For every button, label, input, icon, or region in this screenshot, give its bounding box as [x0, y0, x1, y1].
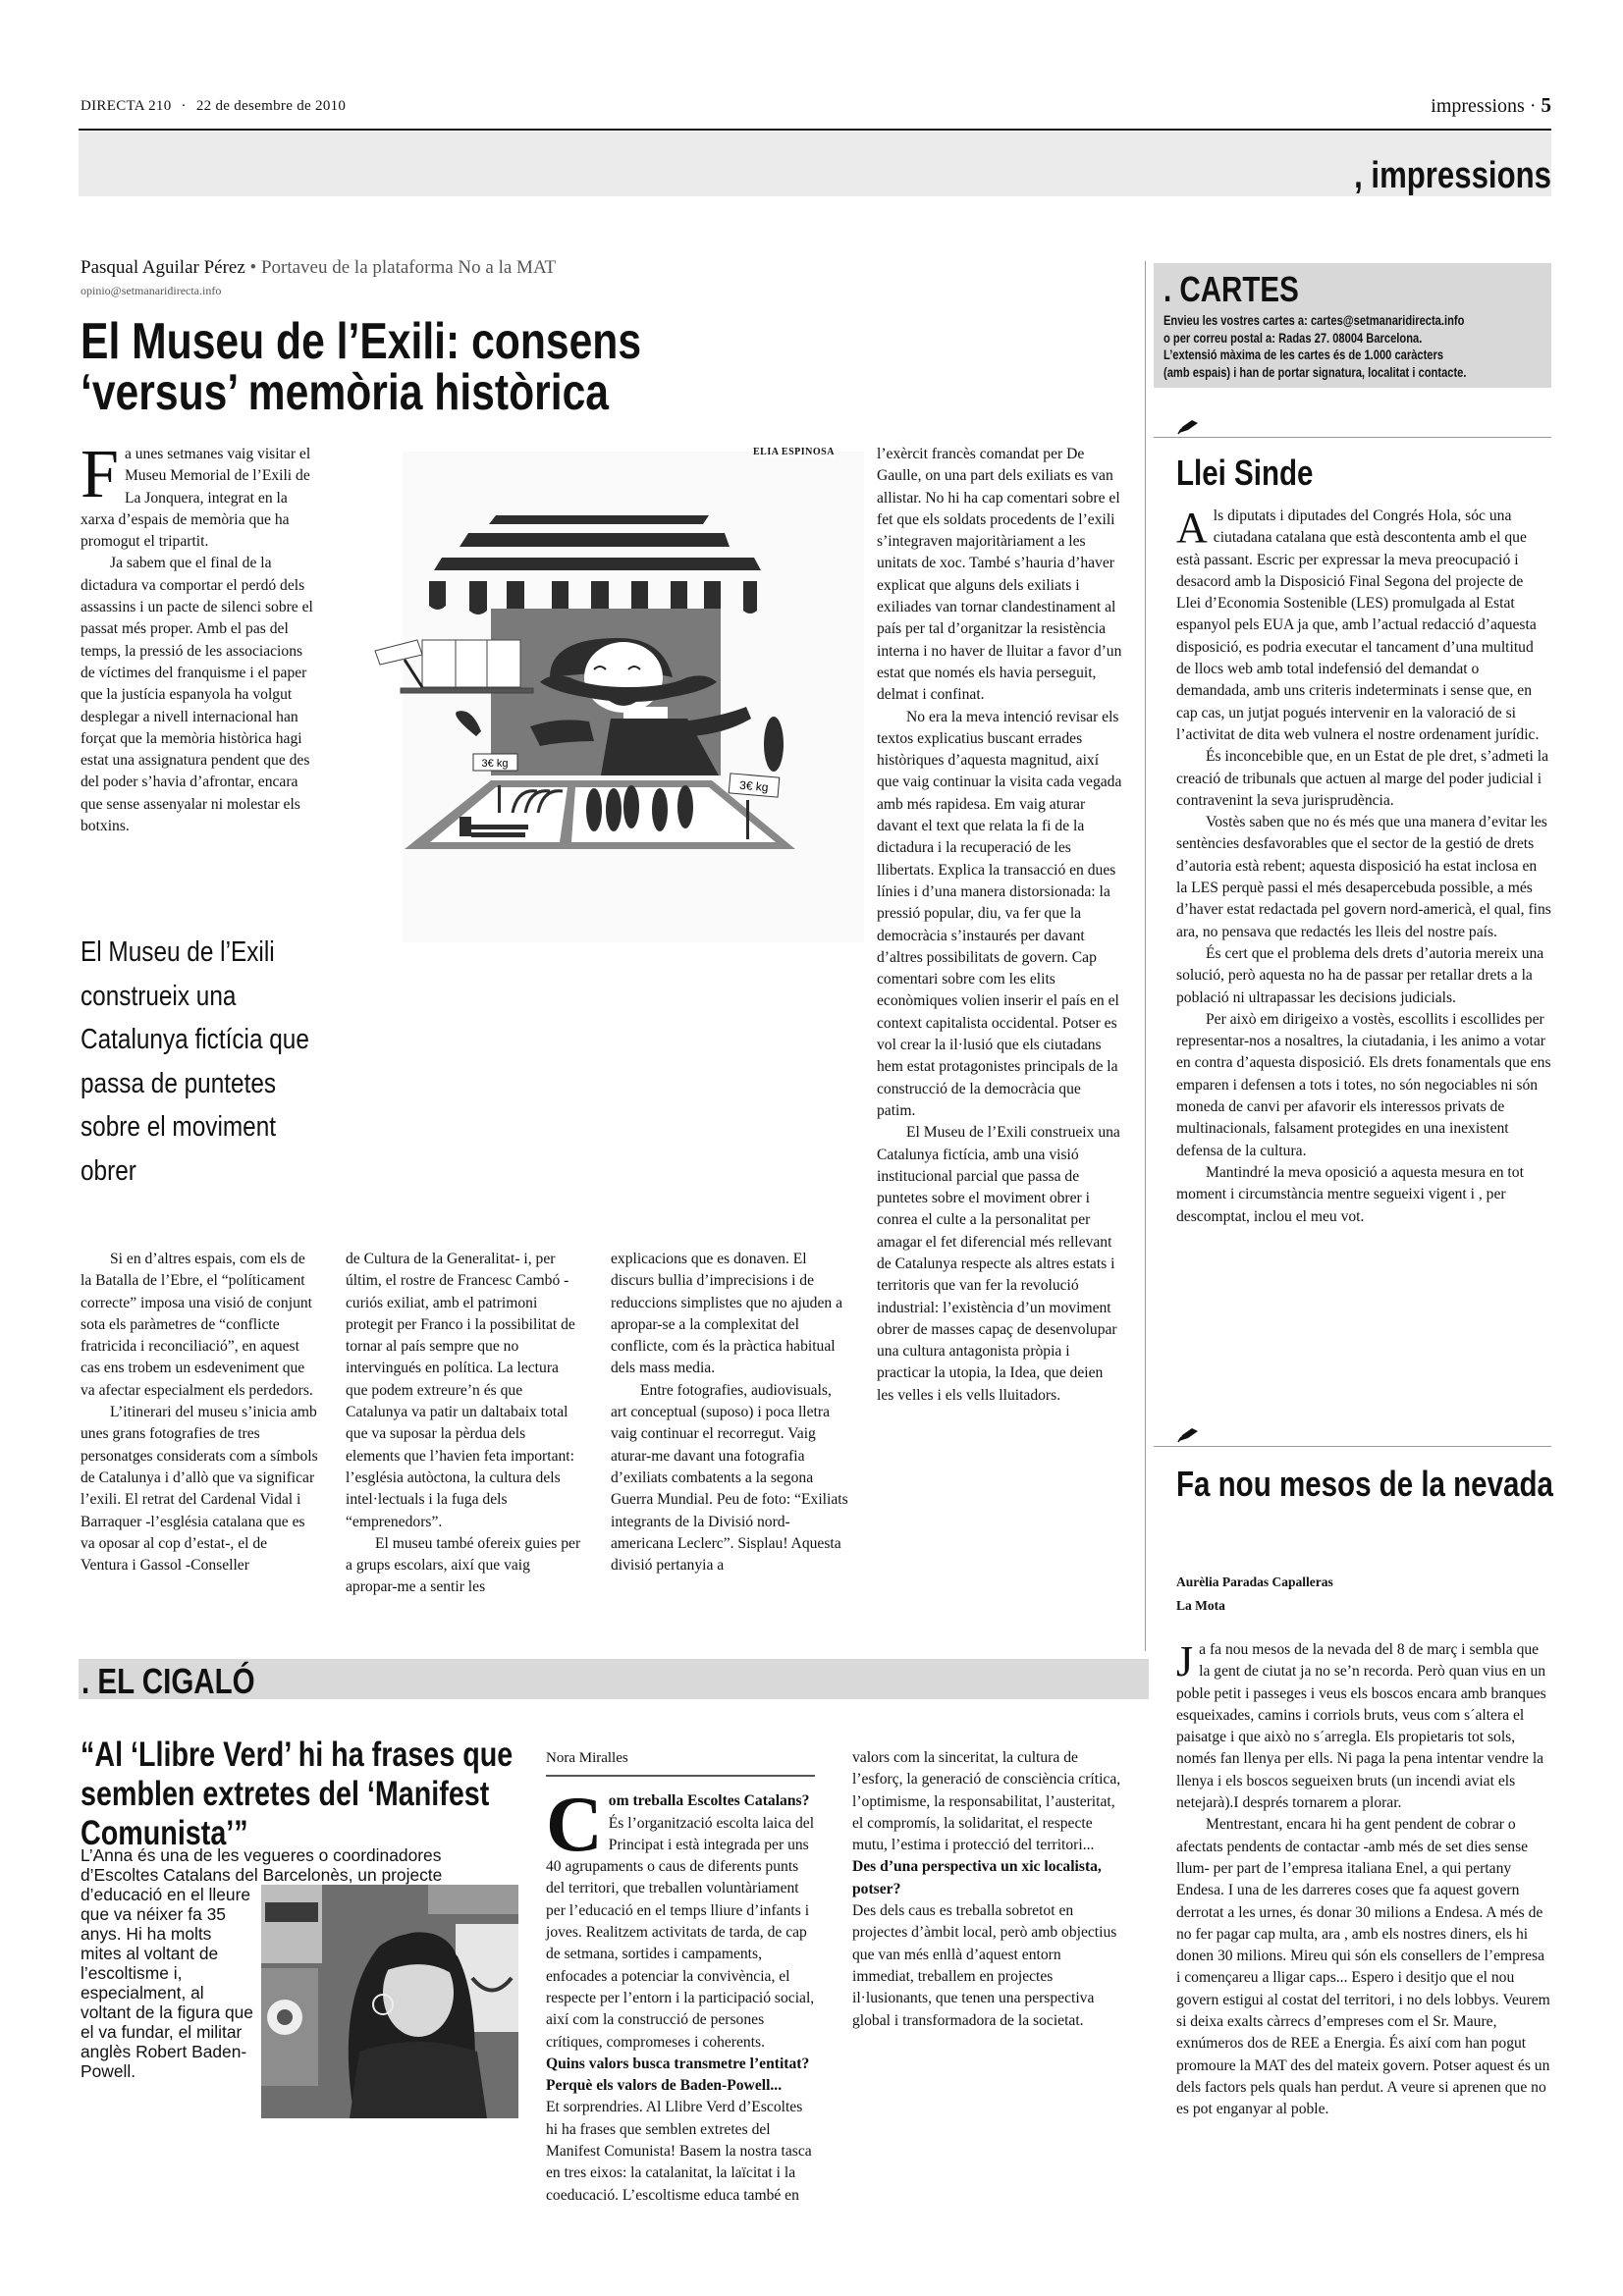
letter-author: Aurèlia Paradas Capalleras	[1176, 1575, 1333, 1589]
sidebar-rule	[1154, 1446, 1551, 1447]
interview-question: om treballa Escoltes Catalans?	[608, 1792, 810, 1810]
publication-name: DIRECTA 210	[81, 98, 172, 114]
paragraph: El Museu de l’Exili construeix una Catalunya fictícia, amb una visió institucional parcial que passa de puntetes sobre el moviment obrer i conrea el culte a la personalitat per amagar el fet diferencial més rellevant de Catalunya respecte als altres estats i territoris que van fer la revolució industrial: l’existència d’un moviment obrer de masses capaç de desenvolupar una cultura antagonista pròpia i practicar la utopia, la Idea, que deien les velles i els vells lluitadors.	[877, 1124, 1120, 1404]
cigalo-section-band	[79, 1659, 1149, 1699]
article-column-4	[877, 444, 1122, 1407]
sidebar-rule	[1154, 437, 1551, 438]
letter-title: Fa nou mesos de la nevada	[1176, 1464, 1553, 1504]
author-role: Portaveu de la plataforma No a la MAT	[260, 257, 557, 278]
instruction-line: Envieu les vostres cartes a: cartes@setmanaridirecta.info	[1163, 313, 1465, 328]
letters-info-box	[1154, 263, 1551, 388]
paragraph: Entre fotografies, audiovisuals, art conceptual (suposo) i poca lletra vaig continuar el recorregut. Vaig aturar-me davant una fotografia d’exiliats combatents a la segona Guerra Mundial. Peu de foto: “Exiliats integrants de la Divisió nord-americana Leclerc”. Sisplau! Aquesta divisió pertanyia a	[611, 1381, 848, 1575]
drop-cap: C	[546, 1782, 603, 1869]
paragraph: a fa nou mesos de la nevada del 8 de març i sembla que la gent de ciutat ja no se’n recorda. Però quan vius en un poble petit i passeges i veus els boscos encara amb branques esqueixades, camins i corriols bruts, veus com s´altera el paisatge i que això no s´arregla. Els propietaris tot sols, només fan llenya per ells. Ni paga la pena intentar vendre la llenya i els boscos segueixen bruts (un incendi aviat els netejarà).I després tornarem a plorar.	[1176, 1641, 1546, 1812]
article-column-1-top	[81, 437, 318, 837]
paragraph: de Cultura de la Generalitat- i, per últim, el rostre de Francesc Cambó -curiós exiliat, amb el patrimoni protegit per Franco i la possibilitat de tornar al país sempre que no intervingués en política. La lectura que podem extreure’n és que Catalunya va patir un daltabaix total que va suposar la pèrdua dels elements que l’havien feta important: l’església autòctona, la cultura dels intel·lectuals i la fuga dels “emprenedors”.	[346, 1251, 575, 1530]
article-title	[81, 313, 642, 421]
paragraph: Ja sabem que el final de la dictadura va comportar el perdó dels assassins i un pacte de silenci sobre el passat més proper. Amb el pas del temps, la pressió de les associacions de víctimes del franquisme i el paper que la justícia espanyola ha volgut desplegar a nivell internacional han forçat que la memòria històrica hagi estat una assignatura pendent que des del poder s’havia d’afrontar, encara que sense assenyalar ni molestar els botxins.	[81, 555, 313, 835]
author-email[interactable]: opinio@setmanaridirecta.info	[81, 284, 222, 297]
letter-body	[1176, 1639, 1551, 2121]
paragraph-list	[1176, 1639, 1551, 2121]
shelf-boxes	[375, 640, 533, 693]
paragraph: l’exèrcit francès comandat per De Gaulle, on una part dels exiliats es van allistar. No hi ha cap comentari sobre el fet que els soldats procedents de l’exili s’integraven majoritàriament a les unitats de xoc. També s’hauria d’haver explicat que alguns dels exiliats i exiliades van tornar clandestinament al país per tal d’organitzar la resistència interna i no haver de lluitar a favor d’un estat que només els havia perseguit, delmat i confinat.	[877, 446, 1122, 704]
byline-separator: •	[249, 257, 257, 278]
pen-nib-icon	[1176, 417, 1202, 435]
paragraph: El museu també ofereix guies per a grups escolars, així que vaig apropar-me a sentir les	[346, 1534, 581, 1596]
interview-headline: “Al ‘Llibre Verd’ hi ha frases que semblen extretes del ‘Manifest Comunista’”	[81, 1735, 514, 1852]
paragraph: a unes setmanes vaig visitar el Museu Memorial de l’Exili de La Jonquera, integrat en la xarxa d’espais de memòria que ha promogut el tripartit.	[81, 446, 311, 551]
letters-instructions	[1163, 312, 1466, 381]
interviewee-photo	[261, 1885, 518, 2118]
price-sign	[729, 774, 780, 797]
article-column-2	[346, 1249, 583, 1599]
article-column-3	[611, 1249, 848, 1576]
paragraph: Mentrestant, encara hi ha gent pendent de cobrar o afectats pendents de contactar -amb més de set dies sense llum- per part de l’empresa italiana Enel, a qui pertany Endesa. I una de les darreres coses que fa aquest govern derrotat a les urnes, és donar 30 milions a Endesa. A més de no fer pagar cap multa, ara , amb els nostres diners, els hi donen 30 milions. Mireu qui són els consellers de l’empresa i començareu a lligar caps... Espero i desitjo que el nou govern estigui al costat del territori, i no dels lobbys. Veurem si deixa exalts càrrecs d’empreses com el Sr. Maure, exnúmeros dos de REE a Energia. És així com han pogut promoure la MAT des del mateix govern. Potser aquest és un dels factors pels quals han perdut. A veure si aprenen que no es pot enganyar al poble.	[1176, 1816, 1550, 2118]
paragraph: L’itinerari del museu s’inicia amb unes grans fotografies de tres personatges considerats com a símbols de Catalunya i d’allò que va significar l’exili. El retrat del Cardenal Vidal i Barraquer -l’església catalana que es va oposar al cop d’estat-, el de Ventura i Gassol -Conseller	[81, 1404, 318, 1575]
paragraph: Et sorprendries. Al Llibre Verd d’Escoltes hi ha frases que semblen extretes del Manifest Comunista! Basem la nostra tasca en tres eixos: la catalanitat, la laïcitat i la coeducació. L’escoltisme educa també en valors com la sinceritat, la cultura de l’esforç, la generació de consciència crítica, l’optimisme, la responsabilitat, l’austeritat, el compromís, la solidaritat, el respecte mutu, l’estima i protecció del territori...	[546, 1749, 1121, 2204]
drop-cap: F	[81, 437, 119, 512]
running-header	[81, 98, 346, 115]
letter-body	[1176, 506, 1551, 1228]
interview-question: Des d’una perspectiva un xic localista, potser?	[852, 1858, 1102, 1897]
page-marker	[1431, 93, 1551, 118]
page-number: 5	[1541, 93, 1551, 117]
paragraph-list	[1176, 506, 1551, 1228]
paragraph: És l’organització escolta laica del Principat i està integrada per uns 40 agrupaments o caus de diferents punts del territori, que treballen voluntàriament per l’educació en el temps lliure d’infants i joves. Realitzem activitats de tarda, de cap de setmana, sortides i campaments, enfocades a potenciar la convivència, el respecte per l’entorn i la participació social, així com la construcció de persones crítiques, compromeses i coherents.	[546, 1814, 815, 2051]
market-stall-illustration	[344, 412, 874, 1217]
interview-question: Quins valors busca transmetre l’entitat? Perquè els valors de Baden-Powell...	[546, 2055, 810, 2095]
paragraph: Si en d’altres espais, com els de la Batalla de l’Ebre, el “políticament correcte” imposa una visió de conjunt sota els paràmetres de “conflicte fratricida i reconciliació”, en aquest cas ens trobem un esdeveniment que va afectar especialment els perdedors.	[81, 1251, 313, 1399]
author-name: Pasqual Aguilar Pérez	[81, 257, 245, 278]
pen-nib-icon	[1176, 1425, 1202, 1443]
paragraph: És inconcebible que, en un Estat de ple dret, s’admeti la creació de tribunals que actuen al marge del poder judicial i contravenint la seva jurisprudència.	[1176, 748, 1549, 809]
paragraph-list	[877, 444, 1122, 1407]
interview-body	[546, 1747, 1121, 2218]
column-divider	[1145, 261, 1146, 1651]
paragraph: Per això em dirigeixo a vostès, escollits i escollides per representar-nos a nosaltres, la ciutadania, i les animo a votar en contra d’aquesta disposició. Els drets fonamentals que ens emparen i defensen a tots i totes, no són negociables ni són moneda de canvi per afavorir els interessos privats de multinacionals, falsament protegides en una inexistent defensa de la cultura.	[1176, 1010, 1551, 1159]
paragraph-list	[546, 1747, 1121, 2218]
illustration-credit: ELIA ESPINOSA	[753, 447, 835, 457]
article-column-1-bottom	[81, 1249, 318, 1576]
separator: ·	[181, 98, 187, 114]
title-line: El Museu de l’Exili: consens	[81, 313, 642, 370]
paragraph: ls diputats i diputades del Congrés Hola, sóc una ciutadana catalana que està descontenta amb el que està passant. Escric per expressar la meva preocupació i desacord amb la Disposició Final Segona del projecte de Llei d’Economia Sostenible (LES) promulgada al Estat espanyol pels EUA ja que, amb l’actual redacció d’aquesta disposició, es podria executar el tancament d’una multitud de llocs web amb total indefensió del demandat o demandada, amb uns criteris indeterminats i sense que, en cap cas, un jutjat pogués intervenir en la valoració de si l’activitat de dita web vulnera el nostre ordenament jurídic.	[1176, 507, 1540, 743]
cigalo-section-title: . EL CIGALÓ	[81, 1661, 255, 1701]
letter-location: La Mota	[1176, 1598, 1225, 1613]
instruction-line: o per correu postal a: Radas 27. 08004 Barcelona.	[1163, 330, 1423, 346]
price-label: 3€ kg	[738, 777, 770, 795]
price-sign	[473, 754, 517, 771]
issue-date: 22 de desembre de 2010	[195, 98, 347, 114]
section-title: , impressions	[1354, 155, 1551, 196]
article-byline	[81, 257, 556, 279]
paragraph: Mantindré la meva oposició a aquesta mesura en tot moment i circumstància mentre segueixi vigent i , per descomptat, inclou el meu vot.	[1176, 1163, 1524, 1225]
drop-cap: A	[1176, 504, 1208, 552]
instruction-line: L’extensió màxima de les cartes és de 1.000 caràcters	[1163, 347, 1444, 362]
title-line: ‘versus’ memòria històrica	[81, 364, 609, 421]
intro-text: L’Anna és una de les vegueres o coordinadores d’Escoltes Catalans del Barcelonès, un projecte d’educació en el lleure que va néixer fa 35 anys. Hi ha molts mites al voltant de l’escoltisme i, especialment, al voltant de la figura que el va fundar, el militar anglès Robert Baden-Powell.	[81, 1845, 443, 2081]
paragraph-list	[346, 1249, 583, 1599]
interviewer-byline: Nora Miralles	[546, 1747, 815, 1777]
section-band	[79, 132, 1551, 196]
paragraph: explicacions que es donaven. El discurs bullia d’imprecisions i de reduccions simplistes que no ajuden a apropar-se a la complexitat del conflicte, com és la pràctica habitual dels mass media.	[611, 1251, 843, 1377]
paragraph: És cert que el problema dels drets d’autoria mereix una solució, però aquesta no ha de passar per retallar drets a la població ni ultrapassar les decisions judicials.	[1176, 944, 1544, 1006]
paragraph: Des dels caus es treballa sobretot en projectes d’àmbit local, però amb objectius que van més enllà d’aquest entorn immediat, treballem en projectes il·lusionants, que tenen una perspectiva global i transformadora de la societat.	[852, 1902, 1117, 2029]
paragraph: Vostès saben que no és més que una manera d’evitar les sentències desfavorables que el sector de la gestió de drets d’autoria està rebent; aquesta disposició ha estat inclosa en la LES perquè passi el més desapercebuda possible, a més d’haver estat redactada pel govern nord-americà, el qual, fins ara, no pensava que redactés les lleis del nostre país.	[1176, 814, 1551, 940]
interview-intro	[81, 1845, 518, 2118]
paragraph-list	[81, 1249, 318, 1576]
letter-title: Llei Sinde	[1176, 453, 1314, 493]
letters-section-title: . CARTES	[1163, 269, 1299, 309]
section-name: impressions	[1431, 95, 1525, 117]
separator: ·	[1529, 95, 1537, 117]
drop-cap: J	[1176, 1637, 1194, 1685]
instruction-line: (amb espais) i han de portar signatura, localitat i contacte.	[1163, 364, 1467, 380]
price-label: 3€ kg	[481, 758, 509, 770]
pull-quote: El Museu de l’Exili construeix una Catalunya fictícia que passa de puntetes sobre el moviment obrer	[81, 936, 309, 1187]
header-rule	[79, 129, 1551, 131]
paragraph-list	[611, 1249, 848, 1576]
paragraph: No era la meva intenció revisar els textos explicatius buscant errades històriques d’aquesta magnitud, així que vaig continuar la visita cada vegada amb més rapidesa. Em vaig aturar davant el text que relata la fi de la dictadura i la recuperació de les llibertats. Explica la transacció en dues línies i d’una manera distorsionada: la pressió popular, diu, va fer que la democràcia s’instaurés per davant d’altres possibilitats de govern. Cap comentari sobre com les elits econòmiques volien inserir el país en el context capitalista occidental. Potser es vol crear la il·lusió que els ciutadans hem estat protagonistes principals de la construcció de la democràcia que patim.	[877, 708, 1122, 1119]
